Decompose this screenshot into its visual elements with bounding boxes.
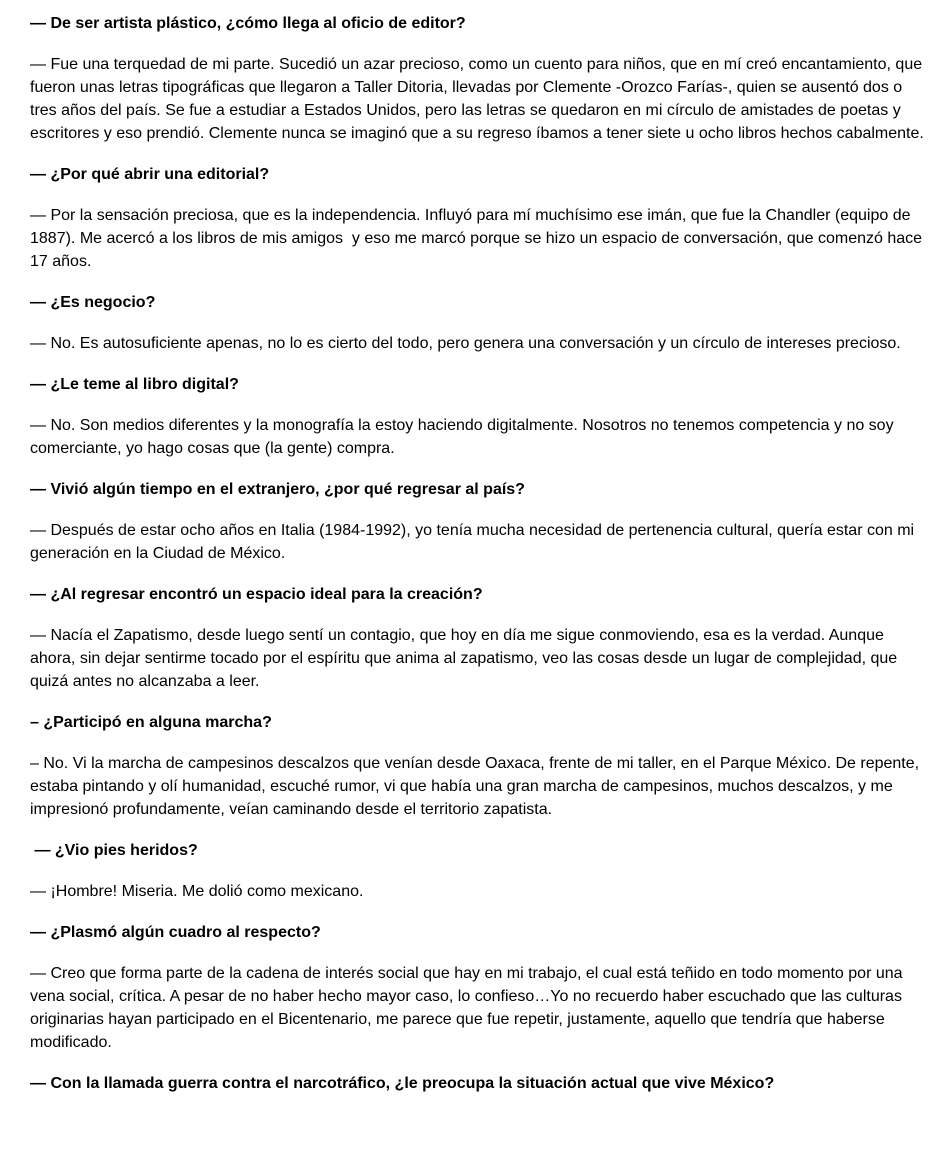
- answer-paragraph: — Fue una terquedad de mi parte. Sucedió un azar precioso, como un cuento para niños, que en mí creó encantamiento, que fueron unas letras tipográficas que llegaron a Taller Ditoria, llevadas por Clemente -Orozco Farías-, quien se ausentó dos o tres años del país. Se fue a estudiar a Estados Unidos, pero las letras se quedaron en mi círculo de amistades de poetas y escritores y eso prendió. Clemente nunca se imaginó que a su regreso íbamos a tener siete u ocho libros hechos cabalmente.: [30, 56, 927, 142]
- question-paragraph: — ¿Al regresar encontró un espacio ideal para la creación?: [30, 586, 483, 603]
- question-paragraph: — Con la llamada guerra contra el narcotráfico, ¿le preocupa la situación actual que vive México?: [30, 1075, 775, 1092]
- answer-paragraph: — Creo que forma parte de la cadena de interés social que hay en mi trabajo, el cual está teñido en todo momento por una vena social, crítica. A pesar de no haber hecho mayor caso, lo confieso…Yo no recuerdo haber escuchado que las culturas originarias hayan participado en el Bicentenario, me parece que fue repetir, justamente, aquello que tendría que haberse modificado.: [30, 965, 907, 1051]
- question-paragraph: — ¿Vio pies heridos?: [30, 842, 198, 859]
- question-paragraph: — De ser artista plástico, ¿cómo llega al oficio de editor?: [30, 15, 466, 32]
- interview-body: [30, 12, 930, 1095]
- answer-paragraph: — ¡Hombre! Miseria. Me dolió como mexicano.: [30, 883, 364, 900]
- question-paragraph: — ¿Es negocio?: [30, 294, 156, 311]
- question-paragraph: – ¿Participó en alguna marcha?: [30, 714, 272, 731]
- question-paragraph: — ¿Por qué abrir una editorial?: [30, 166, 270, 183]
- answer-paragraph: — Después de estar ocho años en Italia (1984-1992), yo tenía mucha necesidad de pertenencia cultural, quería estar con mi generación en la Ciudad de México.: [30, 522, 919, 562]
- question-paragraph: — ¿Plasmó algún cuadro al respecto?: [30, 924, 321, 941]
- answer-paragraph: — No. Es autosuficiente apenas, no lo es cierto del todo, pero genera una conversación y un círculo de intereses precioso.: [30, 335, 901, 352]
- question-paragraph: — ¿Le teme al libro digital?: [30, 376, 239, 393]
- answer-paragraph: — Nacía el Zapatismo, desde luego sentí un contagio, que hoy en día me sigue conmoviendo, esa es la verdad. Aunque ahora, sin dejar sentirme tocado por el espíritu que anima al zapatismo, veo las cosas desde un lugar de complejidad, que quizá antes no alcanzaba a leer.: [30, 627, 902, 690]
- answer-paragraph: – No. Vi la marcha de campesinos descalzos que venían desde Oaxaca, frente de mi taller, en el Parque México. De repente, estaba pintando y olí humanidad, escuché rumor, vi que había una gran marcha de campesinos, muchos descalzos, y me impresionó profundamente, veían caminando desde el territorio zapatista.: [30, 755, 924, 818]
- answer-paragraph: — Por la sensación preciosa, que es la independencia. Influyó para mí muchísimo ese imán, que fue la Chandler (equipo de 1887). Me acercó a los libros de mis amigos y eso me marcó porque se hizo un espacio de conversación, que comenzó hace 17 años.: [30, 207, 927, 270]
- question-paragraph: — Vivió algún tiempo en el extranjero, ¿por qué regresar al país?: [30, 481, 525, 498]
- answer-paragraph: — No. Son medios diferentes y la monografía la estoy haciendo digitalmente. Nosotros no tenemos competencia y no soy comerciante, yo hago cosas que (la gente) compra.: [30, 417, 899, 457]
